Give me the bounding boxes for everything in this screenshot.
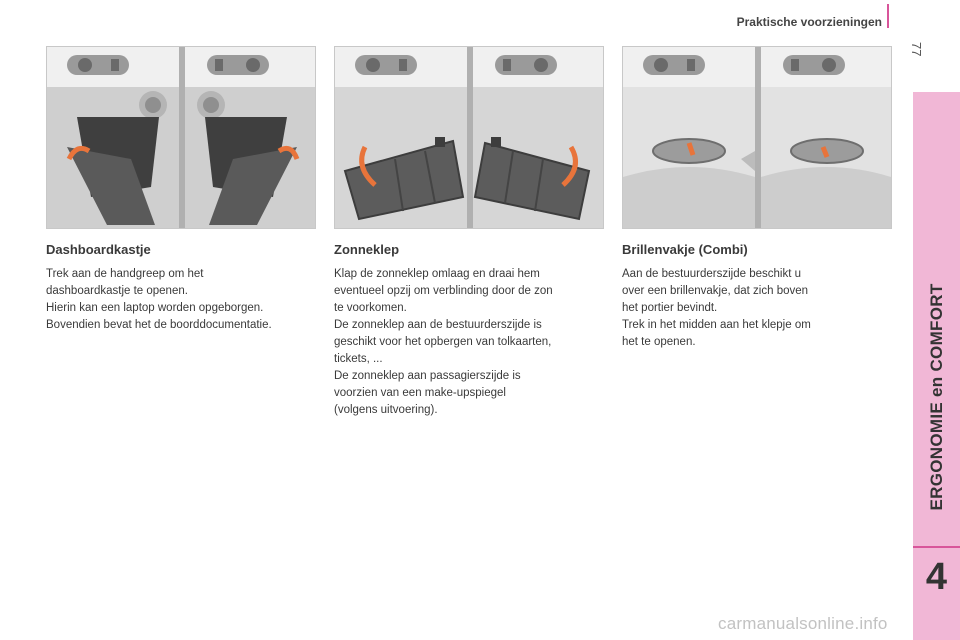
glasses-holder-drawing bbox=[623, 47, 891, 228]
watermark: carmanualsonline.info bbox=[718, 614, 888, 633]
car-topview-icon-left bbox=[67, 55, 129, 75]
section-glasses-holder bbox=[622, 46, 892, 351]
section-title: Zonneklep bbox=[334, 242, 400, 257]
glasses-holder-illustration bbox=[622, 46, 892, 229]
glovebox-drawing bbox=[47, 47, 315, 228]
car-topview-icon-left bbox=[355, 55, 417, 75]
section-title: Brillenvakje (Combi) bbox=[622, 242, 748, 257]
running-header: Praktische voorzieningen bbox=[736, 15, 882, 29]
section-title: Dashboardkastje bbox=[46, 242, 151, 257]
chapter-title bbox=[913, 257, 960, 537]
section-body: Aan de bestuurderszijde beschikt u over een brillenvakje, dat zich boven het portier bevindt. Trek in het midden aan het klepje om het te openen. bbox=[622, 268, 811, 348]
chapter-tab bbox=[913, 92, 960, 640]
car-topview-icon-right bbox=[783, 55, 845, 75]
car-topview-icon-right bbox=[207, 55, 269, 75]
section-glovebox bbox=[46, 46, 316, 334]
sun-visor-drawing bbox=[335, 47, 603, 228]
chapter-title-text: ERGONOMIE en COMFORT bbox=[926, 283, 946, 511]
glovebox-illustration bbox=[46, 46, 316, 229]
car-topview-icon-left bbox=[643, 55, 705, 75]
sun-visor-illustration bbox=[334, 46, 604, 229]
section-body: Trek aan de handgreep om het dashboardkastje te openen. Hierin kan een laptop worden opgeborgen. Bovendien bevat het de boorddocumentatie. bbox=[46, 268, 272, 331]
chapter-number: 4 bbox=[925, 556, 948, 598]
section-body: Klap de zonneklep omlaag en draai hem eventueel opzij om verblinding door de zon te voorkomen. De zonneklep aan de bestuurderszijde is geschikt voor het opbergen van tolkaarten, tickets, ... De zonneklep aan passagierszijde is voorzien van een make-upspiegel (volgens uitvoering). bbox=[334, 268, 553, 416]
section-sun-visor bbox=[334, 46, 604, 419]
chapter-tab-divider bbox=[913, 546, 960, 548]
car-topview-icon-right bbox=[495, 55, 557, 75]
page-number: 77 bbox=[909, 42, 924, 57]
header-accent-bar bbox=[887, 4, 889, 28]
